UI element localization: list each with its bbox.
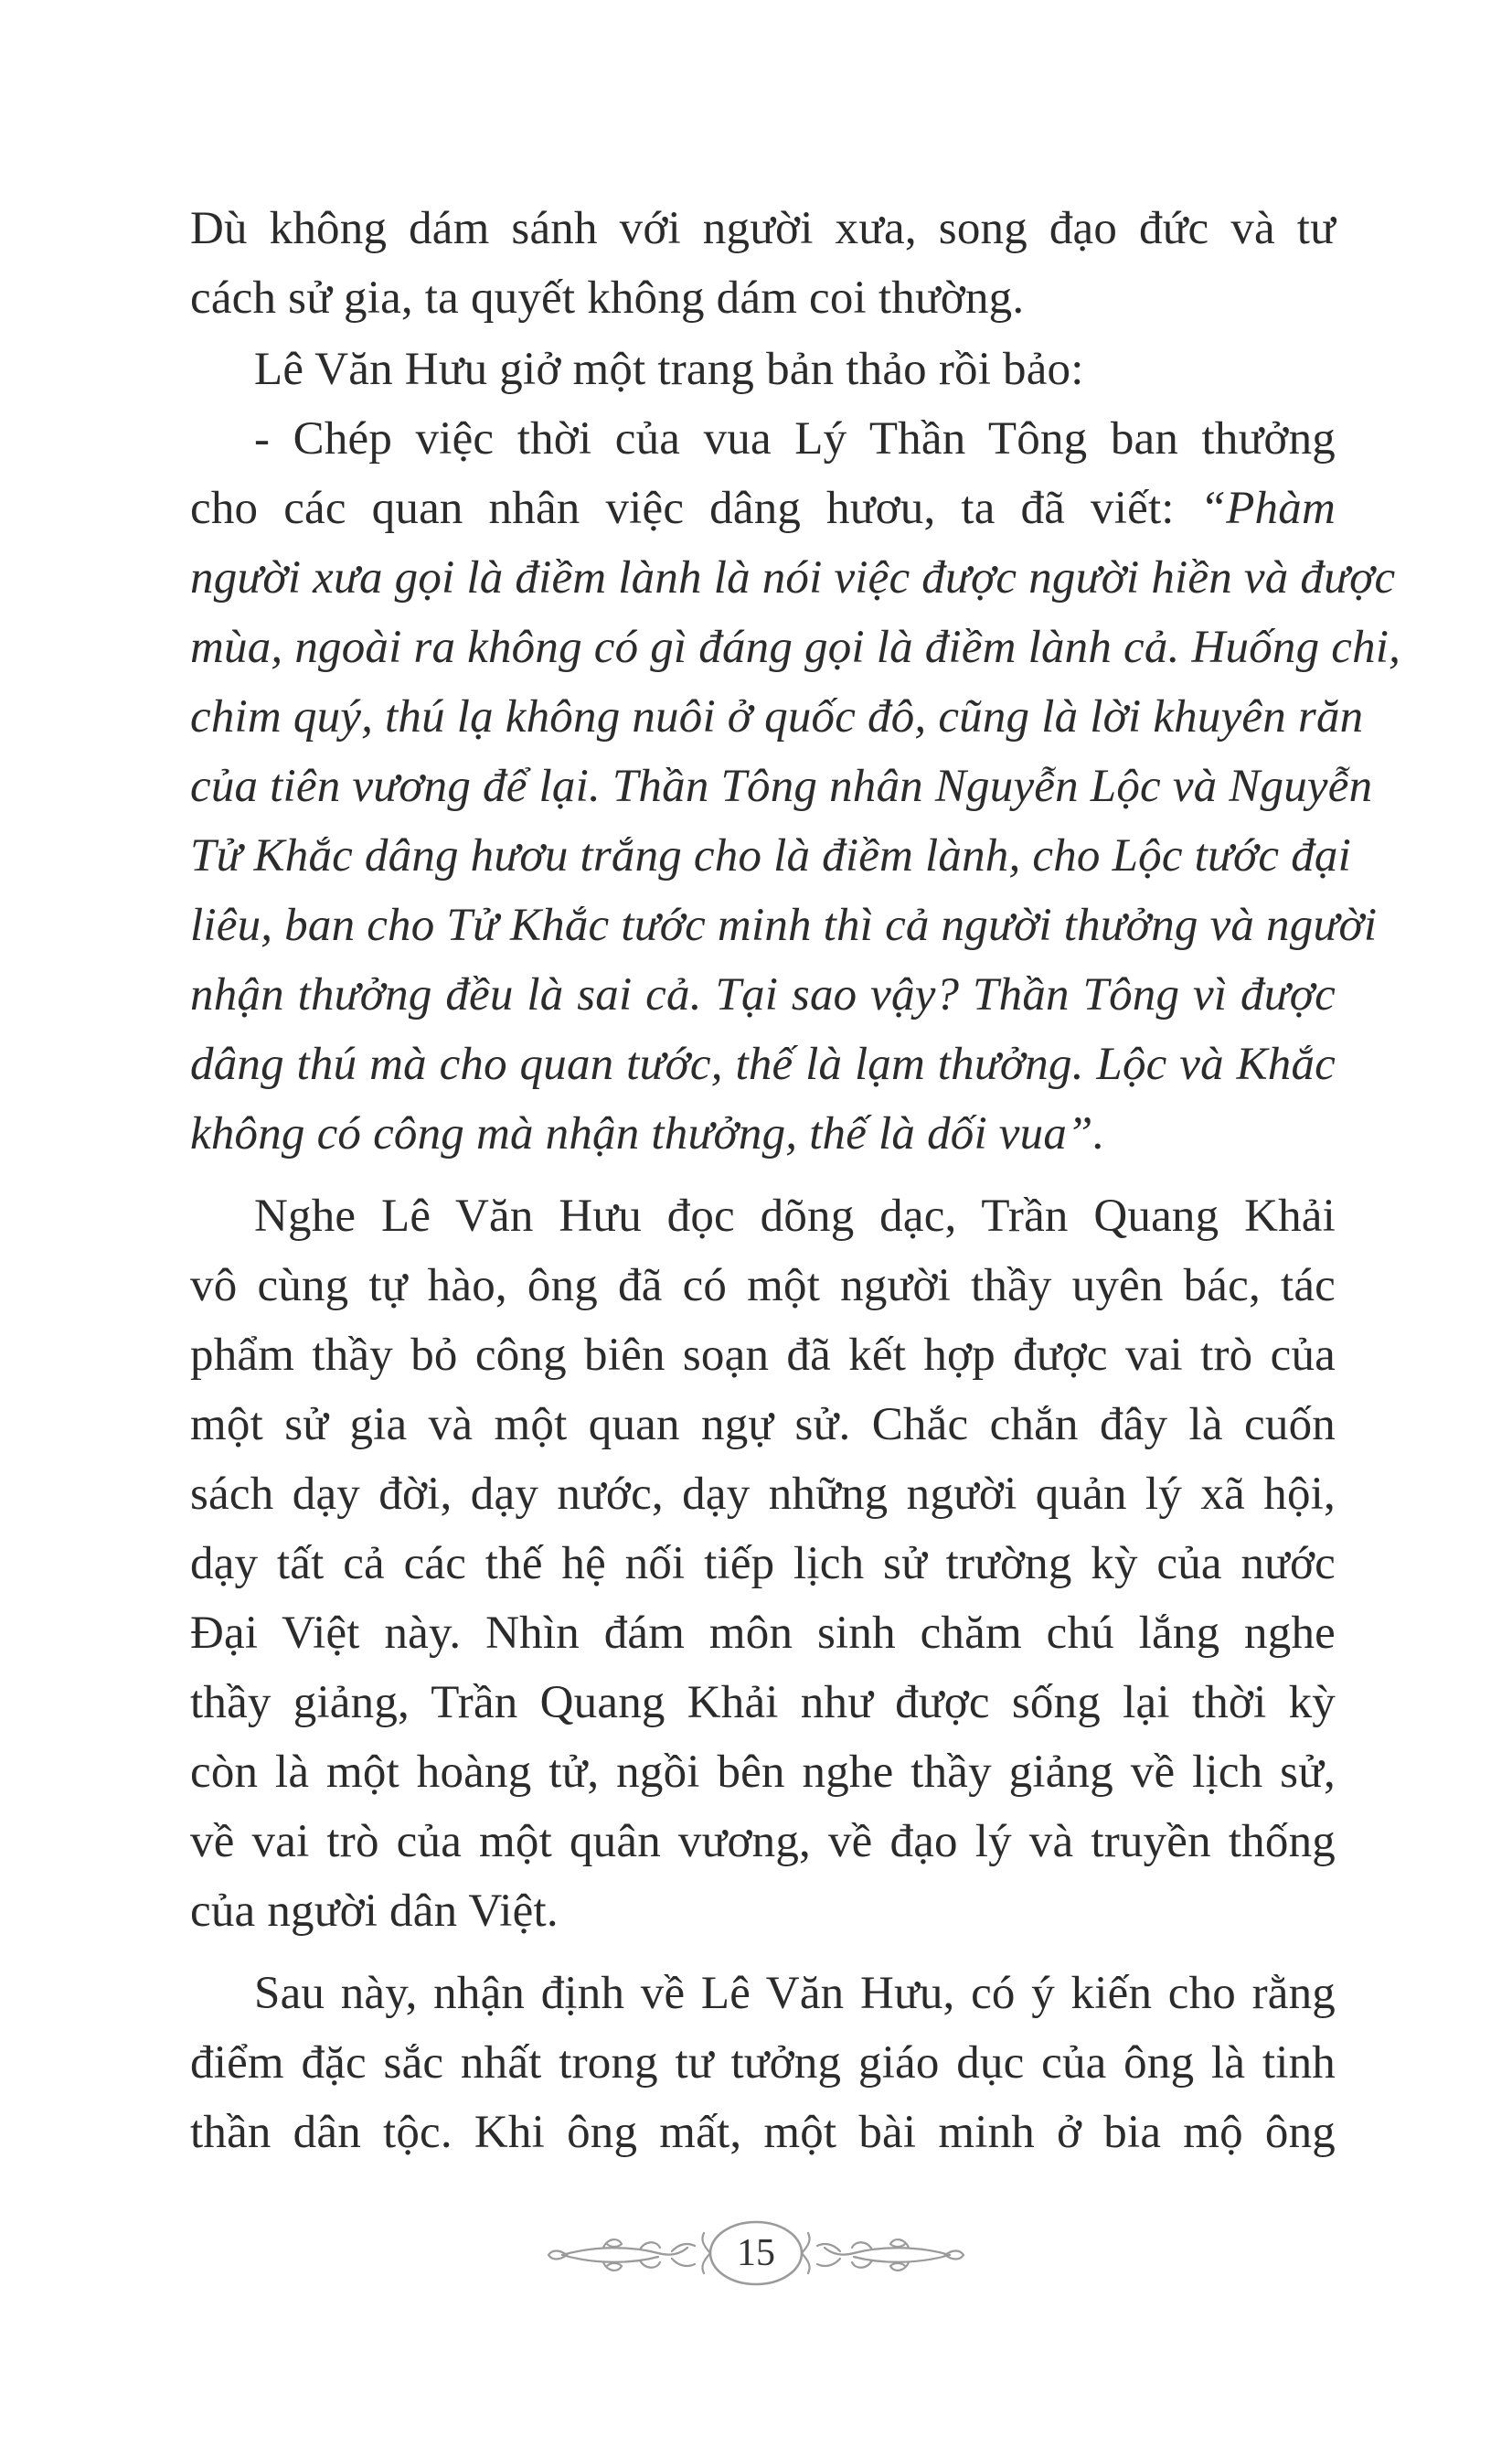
text-line: Sau này, nhận định về Lê Văn Hưu, có ý kiến cho rằng (254, 1968, 1336, 2019)
quote-line: nhận thưởng đều là sai cả. Tại sao vậy? Thần Tông vì được (190, 969, 1336, 1020)
text-line: cách sử gia, ta quyết không dám coi thường. (190, 272, 1025, 324)
quote-start: “Phàm (1199, 483, 1336, 534)
quote-line: không có công mà nhận thưởng, thế là dối vua”. (190, 1108, 1105, 1159)
paragraph (190, 194, 1336, 333)
page-footer (0, 2213, 1512, 2295)
text-line: Nghe Lê Văn Hưu đọc dõng dạc, Trần Quang Khải (254, 1191, 1336, 1242)
text-line: thầy giảng, Trần Quang Khải như được sống lại thời kỳ (190, 1677, 1336, 1728)
paragraph (190, 1959, 1336, 2167)
text-line: - Chép việc thời của vua Lý Thần Tông ban thưởng (254, 413, 1336, 465)
quote-line: liêu, ban cho Tử Khắc tước minh thì cả người thưởng và người (190, 900, 1378, 951)
text-line: một sử gia và một quan ngự sử. Chắc chắn đây là cuốn (190, 1399, 1336, 1450)
page-number: 15 (737, 2232, 775, 2274)
quote-line: Tử Khắc dâng hươu trắng cho là điềm lành, cho Lộc tước đại (190, 830, 1351, 882)
text-line: điểm đặc sắc nhất trong tư tưởng giáo dục của ông là tinh (190, 2037, 1336, 2089)
text-line: phẩm thầy bỏ công biên soạn đã kết hợp được vai trò của (190, 1330, 1336, 1381)
text-line: sách dạy đời, dạy nước, dạy những người quản lý xã hội, (190, 1469, 1336, 1520)
text-line: còn là một hoàng tử, ngồi bên nghe thầy giảng về lịch sử, (190, 1747, 1336, 1798)
text-line (190, 474, 1336, 543)
paragraph (190, 1181, 1336, 1946)
text-line: thần dân tộc. Khi ông mất, một bài minh ở bia mộ ông (190, 2107, 1336, 2158)
text-segment: cho các quan nhân việc dâng hươu, ta đã viết: (190, 483, 1200, 534)
quote-line: người xưa gọi là điềm lành là nói việc được người hiền và được (190, 552, 1396, 604)
quote-line: của tiên vương để lại. Thần Tông nhân Nguyễn Lộc và Nguyễn (190, 761, 1373, 812)
paragraph (190, 335, 1336, 404)
body-text (190, 194, 1401, 2167)
text-line: của người dân Việt. (190, 1886, 559, 1937)
paragraph-quote (190, 404, 1401, 1169)
text-line: Đại Việt này. Nhìn đám môn sinh chăm chú lắng nghe (190, 1608, 1336, 1659)
text-line: dạy tất cả các thế hệ nối tiếp lịch sử trường kỳ của nước (190, 1538, 1336, 1589)
text-line: vô cùng tự hào, ông đã có một người thầy uyên bác, tác (190, 1260, 1336, 1311)
quote-line: chim quý, thú lạ không nuôi ở quốc đô, cũng là lời khuyên răn (190, 691, 1364, 743)
quote-line: dâng thú mà cho quan tước, thế là lạm thưởng. Lộc và Khắc (190, 1039, 1336, 1090)
text-line: về vai trò của một quân vương, về đạo lý và truyền thống (190, 1816, 1336, 1867)
text-line: Dù không dám sánh với người xưa, song đạo đức và tư (190, 203, 1336, 254)
text-line: Lê Văn Hưu giở một trang bản thảo rồi bảo: (254, 344, 1084, 395)
quote-line: mùa, ngoài ra không có gì đáng gọi là điềm lành cả. Huống chi, (190, 622, 1401, 673)
